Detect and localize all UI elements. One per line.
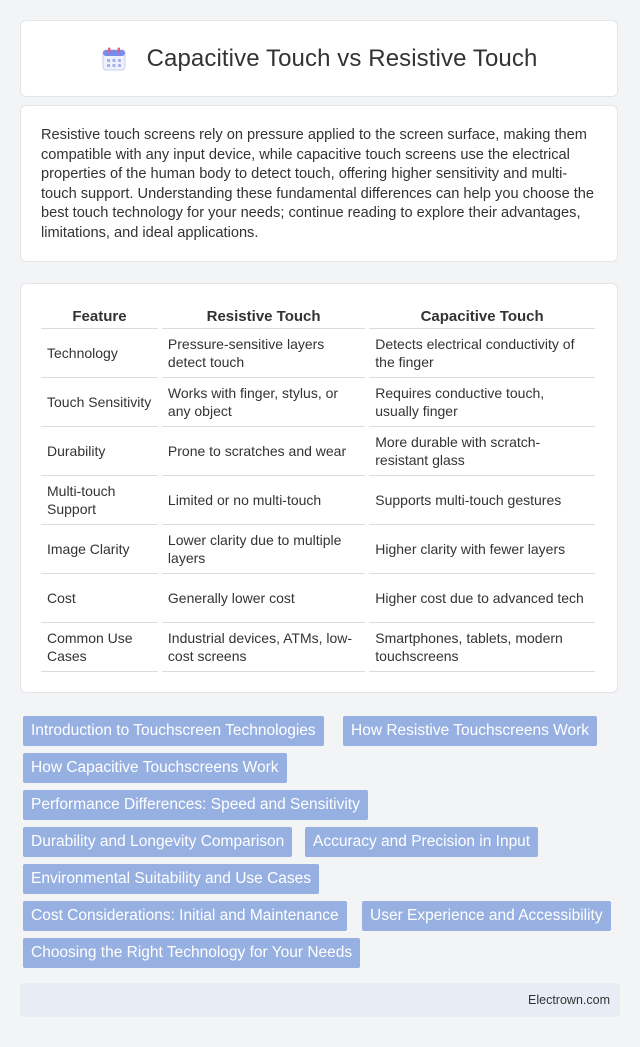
table-row [41,378,595,427]
intro-text: Resistive touch screens rely on pressure applied to the screen surface, making them compatible with any input device, while capacitive touch screens use the electrical properties of the human body to detect touch, offering higher sensitivity and multi-touch support. Understanding these fundamental differences can help you choose the best touch technology for your needs; continue reading to explore their advantages, limitations, and ideal applications. [41,127,595,241]
intro-section [20,105,618,262]
calendar-icon [101,46,127,72]
table-cell: Supports multi-touch gestures [369,476,595,525]
tag-user-experience[interactable]: User Experience and Accessibility [362,901,611,931]
tag-performance[interactable]: Performance Differences: Speed and Sensitivity [23,790,368,820]
table-cell: Higher clarity with fewer layers [369,525,595,574]
table-row [41,476,595,525]
table-cell: Detects electrical conductivity of the finger [369,329,595,378]
table-cell: Limited or no multi-touch [162,476,365,525]
tag-durability[interactable]: Durability and Longevity Comparison [23,827,292,857]
tag-resistive-work[interactable]: How Resistive Touchscreens Work [343,716,597,746]
table-cell: Lower clarity due to multiple layers [162,525,365,574]
page-header [20,20,618,97]
tag-cost[interactable]: Cost Considerations: Initial and Maintenance [23,901,347,931]
tag-capacitive-work[interactable]: How Capacitive Touchscreens Work [23,753,287,783]
table-cell: Higher cost due to advanced tech [369,574,595,623]
tag-introduction[interactable]: Introduction to Touchscreen Technologies [23,716,324,746]
table-row [41,329,595,378]
table-row [41,427,595,476]
table-cell: Common Use Cases [41,623,158,672]
tag-accuracy[interactable]: Accuracy and Precision in Input [305,827,538,857]
table-cell: Industrial devices, ATMs, low-cost screens [162,623,365,672]
header-resistive: Resistive Touch [162,304,365,329]
table-cell: Prone to scratches and wear [162,427,365,476]
footer [20,983,620,1017]
table-cell: Requires conductive touch, usually finger [369,378,595,427]
tag-choosing[interactable]: Choosing the Right Technology for Your Needs [23,938,360,968]
table-cell: Image Clarity [41,525,158,574]
table-cell: More durable with scratch-resistant glass [369,427,595,476]
table-cell: Smartphones, tablets, modern touchscreens [369,623,595,672]
tag-environmental[interactable]: Environmental Suitability and Use Cases [23,864,319,894]
table-row [41,574,595,623]
header-feature: Feature [41,304,158,329]
header-capacitive: Capacitive Touch [369,304,595,329]
comparison-table-card [20,283,618,693]
page-title: Capacitive Touch vs Resistive Touch [146,44,538,72]
table-cell: Works with finger, stylus, or any object [162,378,365,427]
footer-text[interactable]: Electrown.com [528,993,610,1007]
table-cell: Durability [41,427,158,476]
table-cell: Pressure-sensitive layers detect touch [162,329,365,378]
table-cell: Multi-touch Support [41,476,158,525]
table-cell: Touch Sensitivity [41,378,158,427]
table-header-row [41,304,595,329]
table-row [41,623,595,672]
table-cell: Technology [41,329,158,378]
table-row [41,525,595,574]
table-cell: Cost [41,574,158,623]
table-cell: Generally lower cost [162,574,365,623]
comparison-table [37,304,599,672]
